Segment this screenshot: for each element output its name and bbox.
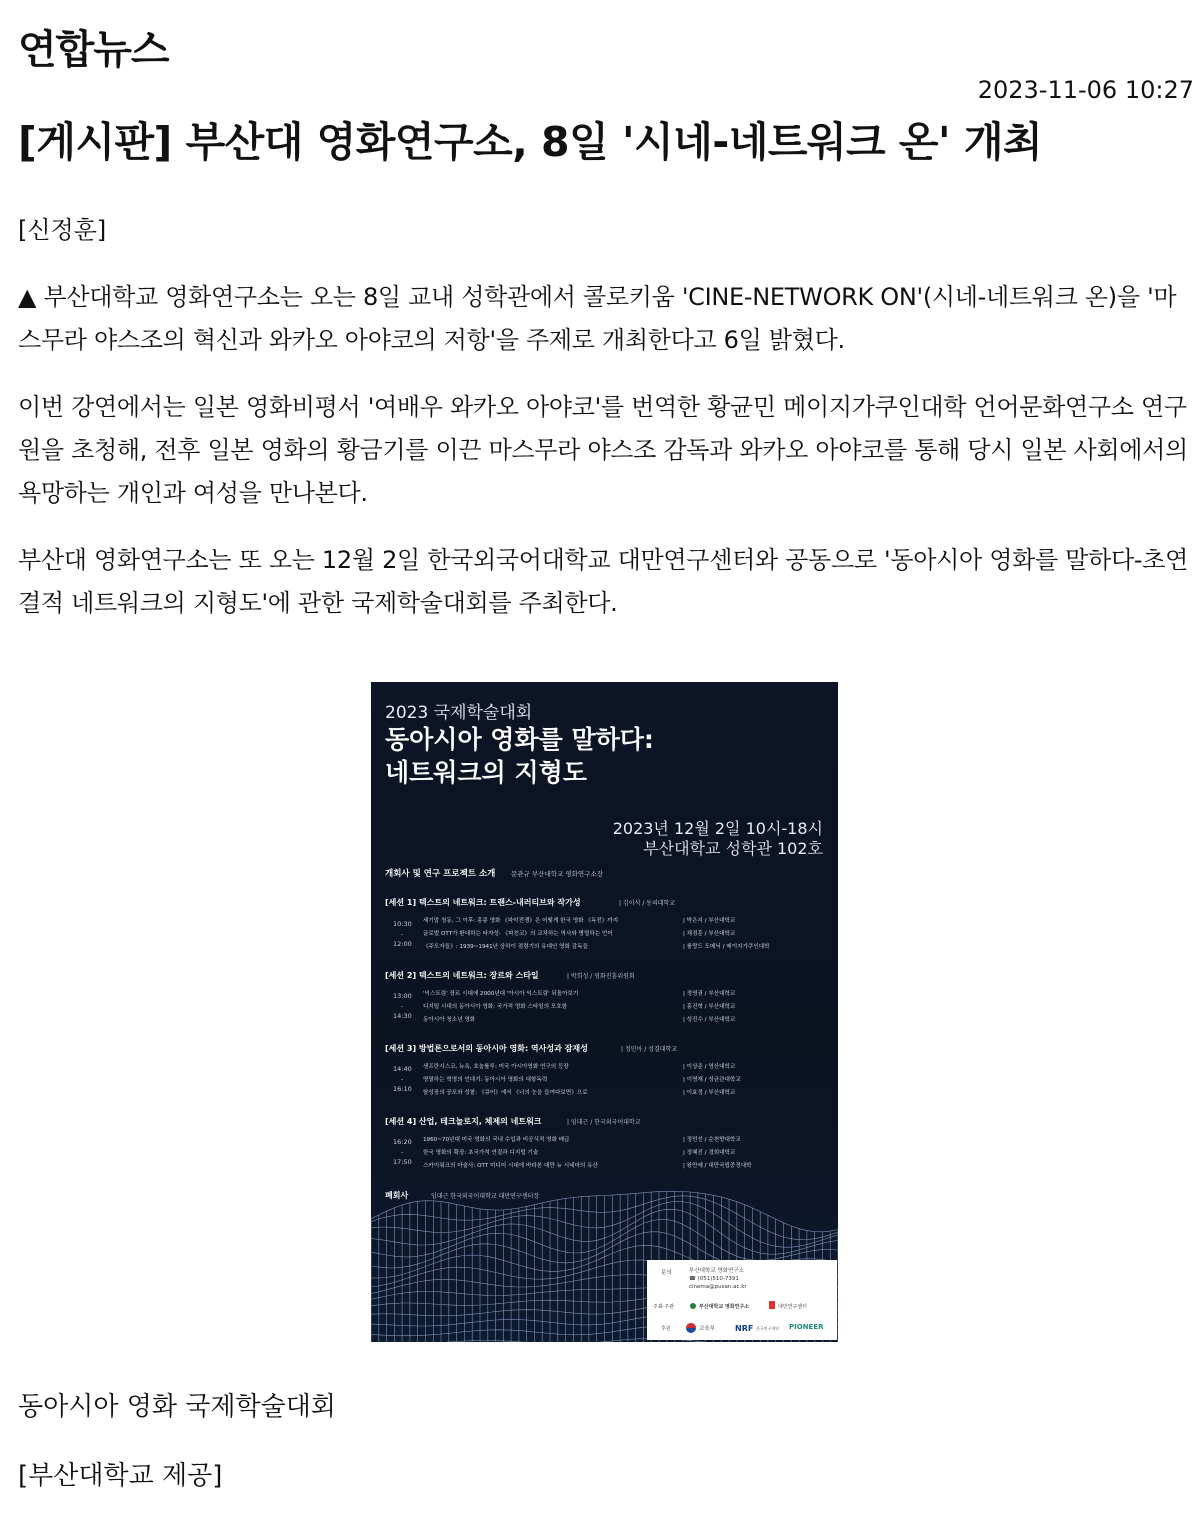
talk-speaker: | 성진수 / 부산대학교	[683, 1017, 736, 1023]
talk-topic: '익스트림' 장르 시대에 2000년대 '아시아 익스트림' 되돌아보기	[423, 991, 579, 997]
image-credit: [부산대학교 제공]	[18, 1461, 223, 1491]
talk-speaker: | 정혜진 / 경희대학교	[683, 1150, 736, 1156]
poster-kicker: 2023 국제학술대회	[385, 703, 533, 723]
session-time-end: 14:30	[393, 1012, 412, 1020]
svg-text:-: -	[401, 1148, 404, 1156]
center-logo-icon	[769, 1301, 775, 1309]
session-title: [세션 1] 텍스트의 네트워크: 트랜스-내러티브와 작가성	[385, 898, 581, 907]
talk-topic: 탈성장의 공포와 성찰: 《큐어》에서 《너의 눈을 들여다보면》으로	[423, 1090, 588, 1096]
talk-topic: 한국 영화의 확장: 초국가적 연결과 디지털 기술	[423, 1150, 539, 1156]
session-time-end: 16:10	[393, 1085, 412, 1093]
article-paragraph: 부산대 영화연구소는 또 오는 12월 2일 한국외국어대학교 대만연구센터와 공동으로 '동아시아 영화를 말하다-초연결적 네트워크의 지형도'에 관한 국제학술대회를 주최한다.	[18, 546, 1188, 617]
sponsor-4: PIONEER	[789, 1323, 824, 1331]
poster-date: 2023년 12월 2일 10시-18시	[612, 819, 823, 838]
talk-topic: 글로벌 OTT가 환대하는 타자성: 《파친코》의 교차하는 역사와 병렬하는 언어	[423, 931, 613, 937]
talk-speaker: | 정민선 / 순천향대학교	[683, 1137, 741, 1143]
talk-topic: 스카이워크의 마술사: OTT 미디어 시대에 바라본 대만 뉴 시네마의 유산	[423, 1163, 598, 1169]
talk-speaker: | 정영권 / 부산대학교	[683, 991, 736, 997]
poster-opening-speaker: 문관규 부산대학교 영화연구소장	[511, 870, 604, 878]
talk-topic: 세기말 청동, 그 이후: 홍콩 영화 《파악전쟁》은 어떻게 한국 영화 《독전》까지	[423, 918, 619, 924]
session-chair: | 임대근 / 한국외국어대학교	[567, 1119, 641, 1126]
sponsor-3: 한국연구재단	[756, 1326, 780, 1331]
talk-topic: 디지털 시대의 동아시아 영화: 국가적 영화 스타일의 모호함	[423, 1004, 568, 1010]
talk-speaker: | 홍진혁 / 부산대학교	[683, 1004, 736, 1010]
session-time-start: 13:00	[393, 992, 412, 1000]
talk-speaker: | 왕만예 / 대만국립중정대학	[683, 1163, 752, 1169]
talk-speaker: | 룰랑드 도메닉 / 메이지가쿠인대학	[683, 944, 770, 950]
session-time-start: 10:30	[393, 920, 412, 928]
host-1: 부산대학교 영화연구소	[699, 1304, 750, 1310]
session-time-end: 12:00	[393, 940, 412, 948]
svg-text:-: -	[401, 1002, 404, 1010]
talk-speaker: | 이명재 / 성균관대학교	[683, 1077, 741, 1083]
contact-email: cinema@pusan.ac.kr	[689, 1284, 747, 1290]
talk-speaker: | 이효정 / 부산대학교	[683, 1090, 736, 1096]
contact-phone: ☎ (051)510-7391	[689, 1276, 739, 1282]
talk-topic: 샌프란시스코, 뉴욕, 호놀룰루: 미국 아시아영화 연구의 등장	[423, 1064, 569, 1070]
poster-title-line1: 동아시아 영화를 말하다:	[385, 725, 654, 754]
svg-text:-: -	[401, 930, 404, 938]
poster-closing-speaker: 임대근 한국외국어대학교 대만연구센터장	[431, 1193, 540, 1200]
contact-org: 부산대학교 영화연구소	[689, 1268, 744, 1274]
poster-opening: 개회사 및 연구 프로젝트 소개	[385, 869, 496, 879]
poster-sessions	[385, 897, 770, 1200]
poster-closing-label: 폐회사	[385, 1191, 409, 1200]
article-byline: [신정훈]	[18, 216, 107, 244]
talk-topic: 명멸하는 혁명의 언대기: 동아시아 영화의 대항독력	[423, 1077, 548, 1083]
contact-label: 문의	[661, 1270, 672, 1276]
pnu-logo-icon	[690, 1303, 696, 1309]
article-headline: [게시판] 부산대 영화연구소, 8일 '시네-네트워크 온' 개최	[18, 118, 1043, 166]
poster-canvas	[371, 682, 838, 1342]
session-chair: | 김이석 / 동의대학교	[619, 900, 676, 907]
svg-text:-: -	[401, 1075, 404, 1083]
site-logo[interactable]: 연합뉴스	[18, 27, 169, 73]
session-time-end: 17:50	[393, 1158, 412, 1166]
talk-topic: 《주도자들》: 1939~1941년 상하이 점령기의 유대인 영화 감독들	[423, 944, 588, 950]
host-2: 대만연구센터	[778, 1304, 807, 1310]
sponsor-label: 후원	[661, 1326, 671, 1332]
session-title: [세션 4] 산업, 테크놀로지, 체제의 네트워크	[385, 1117, 542, 1126]
talk-topic: 동아시아 청소년 영화	[423, 1017, 476, 1023]
publish-datetime: 2023-11-06 10:27	[977, 76, 1194, 104]
session-time-start: 16:20	[393, 1138, 412, 1146]
talk-speaker: | 채경훈 / 부산대학교	[683, 931, 736, 937]
session-chair: | 박희성 / 영화진흥위원회	[567, 973, 635, 980]
talk-topic: 1960~70년대 미국 영화의 국내 수입과 비공식적 영화 배급	[423, 1137, 570, 1143]
session-chair: | 정민아 / 성결대학교	[621, 1046, 678, 1053]
sponsor-2: NRF	[735, 1324, 754, 1333]
poster-title-line2: 네트워크의 지형도	[385, 758, 587, 787]
sponsor-1: 교육부	[699, 1326, 715, 1332]
session-title: [세션 3] 방법론으로서의 동아시아 영화: 역사성과 잠재성	[385, 1044, 588, 1053]
talk-speaker: | 박은지 / 부산대학교	[683, 918, 736, 924]
host-label: 주최·주관	[653, 1304, 674, 1310]
session-time-start: 14:40	[393, 1065, 412, 1073]
article-body	[18, 276, 1188, 649]
poster-venue: 부산대학교 성학관 102호	[643, 839, 823, 858]
session-title: [세션 2] 텍스트의 네트워크: 장르와 스타일	[385, 971, 539, 980]
event-poster-image[interactable]	[371, 682, 838, 1342]
image-caption: 동아시아 영화 국제학술대회	[18, 1392, 336, 1422]
article-paragraph: 이번 강연에서는 일본 영화비평서 '여배우 와카오 아야코'를 번역한 황균민 메이지가쿠인대학 언어문화연구소 연구원을 초청해, 전후 일본 영화의 황금기를 이끈 마스무라 야스조 감독과 와카오 아야코를 통해 당시 일본 사회에서의 욕망하는 개인과 여성을 만나본다.	[18, 393, 1188, 507]
article-paragraph: ▲ 부산대학교 영화연구소는 오는 8일 교내 성학관에서 콜로키움 'CINE-NETWORK ON'(시네-네트워크 온)을 '마스무라 야스조의 혁신과 와카오 아야코의 저항'을 주제로 개최한다고 6일 밝혔다.	[18, 283, 1177, 354]
talk-speaker: | 이상준 / 영산대학교	[683, 1064, 736, 1070]
